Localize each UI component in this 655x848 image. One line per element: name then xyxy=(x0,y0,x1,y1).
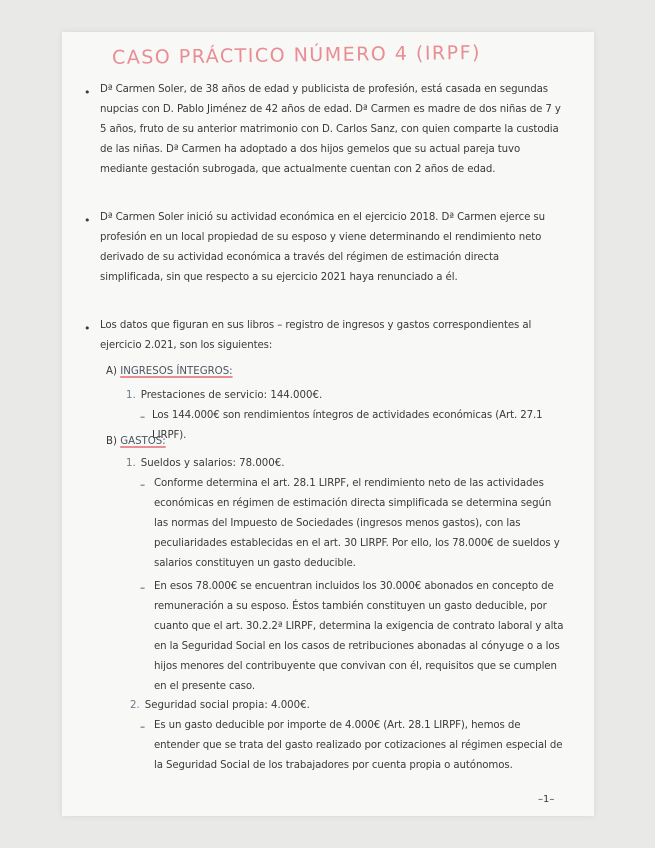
dash-marker: – xyxy=(140,480,146,491)
bullet: • xyxy=(84,322,91,335)
section-title: INGRESOS ÍNTEGROS: xyxy=(120,366,233,377)
section-a-heading xyxy=(106,366,233,377)
paragraph-data-intro: Los datos que figuran en sus libros – registro de ingresos y gastos correspondientes al ejercicio 2.021, son los siguientes: xyxy=(100,320,532,351)
gastos-item-1 xyxy=(126,458,285,469)
item-label: Prestaciones de servicio: 144.000€. xyxy=(140,390,323,401)
section-letter: A) xyxy=(106,366,117,377)
note-text: Los 144.000€ son rendimientos íntegros de actividades económicas (Art. 27.1 LIRPF). xyxy=(152,410,543,441)
note-text: Conforme determina el art. 28.1 LIRPF, el rendimiento neto de las actividades económicas en régimen de estimación directa simplificada se determina según las normas del Impuesto de Sociedades (ingresos menos gastos), con las peculiaridades establecidas en el art. 30 LIRPF. Por ello, los 78.000€ de sueldos y salarios constituyen un gasto deducible. xyxy=(154,478,560,569)
item-number: 2. xyxy=(130,700,140,711)
note-text: En esos 78.000€ se encuentran incluidos los 30.000€ abonados en concepto de remuneración a su esposo. Éstos también constituyen un gasto deducible, por cuanto que el art. 30.2.2ª LIRPF, determina la exigencia de contrato laboral y alta en la Seguridad Social en los casos de retribuciones abonadas al cónyuge o a los hijos menores del contribuyente que convivan con él, requisitos que se cumplen en el presente caso. xyxy=(154,581,564,692)
paragraph-family: Dª Carmen Soler, de 38 años de edad y publicista de profesión, está casada en segundas nupcias con D. Pablo Jiménez de 42 años de edad. Dª Carmen es madre de dos niñas de 7 y 5 años, fruto de su anterior matrimonio con D. Carlos Sanz, con quien comparte la custodia de las niñas. Dª Carmen ha adoptado a dos hijos gemelos que su actual pareja tuvo mediante gestación subrogada, que actualmente cuentan con 2 años de edad. xyxy=(100,84,561,175)
section-title: GASTOS: xyxy=(120,436,166,447)
item-label: Sueldos y salarios: 78.000€. xyxy=(140,458,285,469)
page-number: –1– xyxy=(538,794,555,805)
ingresos-item-1 xyxy=(126,390,322,401)
bullet: • xyxy=(84,214,91,227)
item-label: Seguridad social propia: 4.000€. xyxy=(144,700,310,711)
page-title: CASO PRÁCTICO NÚMERO 4 (IRPF) xyxy=(111,41,482,69)
gastos-item-2 xyxy=(130,700,310,711)
section-b-heading xyxy=(106,436,166,447)
dash-marker: – xyxy=(140,722,146,733)
dash-marker: – xyxy=(140,583,146,594)
item-number: 1. xyxy=(126,458,136,469)
item-number: 1. xyxy=(126,390,136,401)
paragraph-activity: Dª Carmen Soler inició su actividad económica en el ejercicio 2018. Dª Carmen ejerce su profesión en un local propiedad de su esposo y viene determinando el rendimiento neto derivado de su actividad económica a través del régimen de estimación directa simplificada, sin que respecto a su ejercicio 2021 haya renunciado a él. xyxy=(100,212,545,283)
dash-marker: – xyxy=(140,412,146,423)
note-text: Es un gasto deducible por importe de 4.000€ (Art. 28.1 LIRPF), hemos de entender que se trata del gasto realizado por cotizaciones al régimen especial de la Seguridad Social de los trabajadores por cuenta propia o autónomos. xyxy=(154,720,563,771)
bullet: • xyxy=(84,86,91,99)
section-letter: B) xyxy=(106,436,117,447)
